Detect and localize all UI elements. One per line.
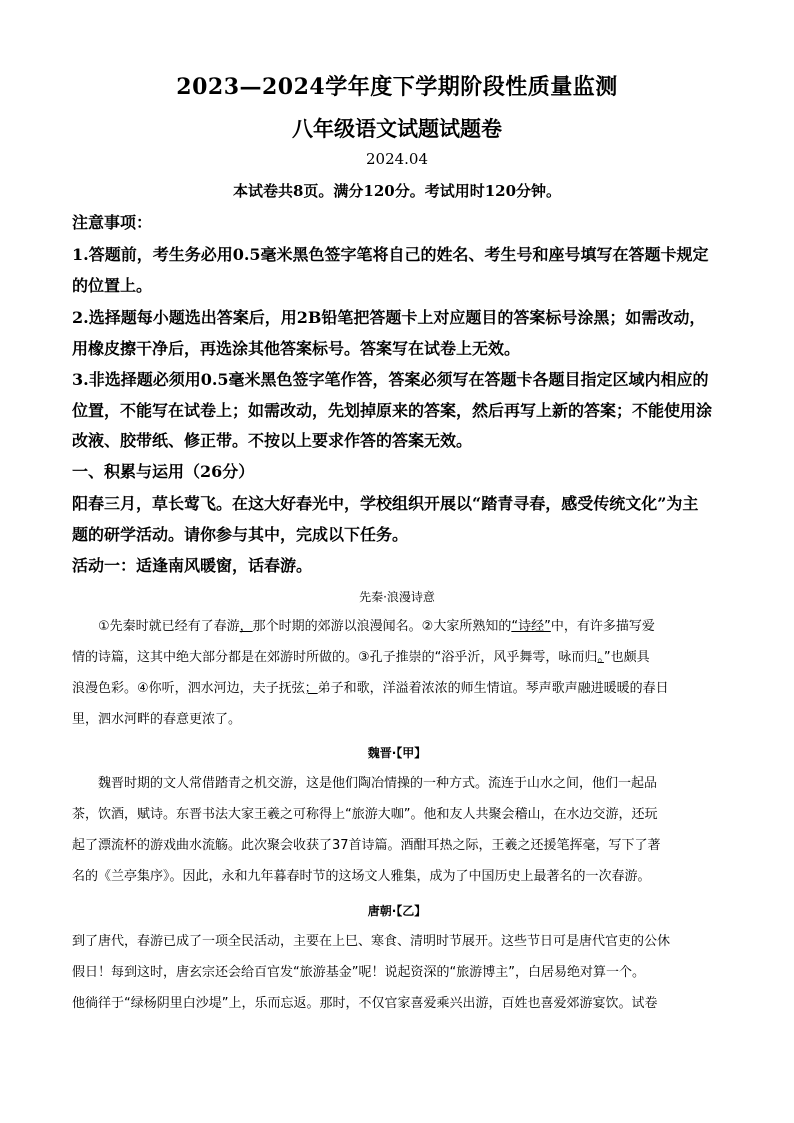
notes-line: 改液、胶带纸、修正带。不按以上要求作答的答案无效。 [72, 431, 473, 450]
passage-line: 名的《兰亭集序》。因此，永和九年暮春时节的这场文人雅集，成为了中国历史上最著名的一次春游。 [72, 869, 651, 884]
exam-date: 2024.04 [365, 150, 429, 168]
exam-intro: 本试卷共8页。满分120分。考试用时120分钟。 [232, 182, 562, 200]
passage-line: 情的诗篇，这其中绝大部分都是在郊游时所做的。③孔子推崇的“浴乎沂，风乎舞雩，咏而归。”也颇具 [72, 650, 650, 665]
notes-line: 1.答题前，考生务必用0.5毫米黑色签字笔将自己的姓名、考生号和座号填写在答题卡规定 [72, 245, 709, 264]
passage-line: 起了漂流杯的游戏曲水流觞。此次聚会收获了37首诗篇。酒酣耳热之际，王羲之还援笔挥毫，写下了著 [72, 838, 661, 853]
passage-line: 浪漫色彩。④你听，泗水河边，夫子抚弦；弟子和歌，洋溢着浓浓的师生情谊。琴声歌声融进暖暖的春日 [72, 681, 669, 696]
notes-line: 位置，不能写在试卷上；如需改动，先划掉原来的答案，然后再写上新的答案；不能使用涂 [72, 401, 713, 420]
notes-line: 3.非选择题必须用0.5毫米黑色签字笔作答，答案必须写在答题卡各题目指定区域内相应的 [72, 370, 709, 389]
activity-one-heading: 活动一：适逢南风暖窗，话春游。 [72, 556, 313, 575]
part1-intro-line: 题的研学活动。请你参与其中，完成以下任务。 [72, 525, 409, 544]
part1-heading: 一、积累与运用（26分） [72, 462, 255, 481]
passage-line: 假日！每到这时，唐玄宗还会给百官发“旅游基金”呢！说起资深的“旅游博主”，白居易绝对算一个。 [72, 965, 645, 980]
passage-line: 茶，饮酒，赋诗。东晋书法大家王羲之可称得上“旅游大咖”。他和友人共聚会稽山，在水边交游，还玩 [72, 807, 658, 822]
section-title-tang: 唐朝·【乙】 [367, 904, 427, 918]
passage-line: 里，泗水河畔的春意更浓了。 [72, 712, 242, 727]
exam-subtitle: 八年级语文试题试题卷 [292, 116, 502, 141]
passage-line: 到了唐代，春游已成了一项全民活动，主要在上巳、寒食、清明时节展开。这些节日可是唐代官吏的公休 [72, 934, 671, 949]
passage-line: 魏晋时期的文人常借踏青之机交游，这是他们陶冶情操的一种方式。流连于山水之间，他们一起品 [98, 776, 658, 791]
passage-line: 他徜徉于“绿杨阴里白沙堤”上，乐而忘返。那时，不仅官家喜爱乘兴出游，百姓也喜爱郊游宴饮。试卷 [72, 996, 658, 1011]
section-title-pre-qin: 先秦·浪漫诗意 [359, 590, 435, 604]
part1-intro-line: 阳春三月，草长莺飞。在这大好春光中，学校组织开展以“踏青寻春，感受传统文化”为主 [72, 494, 699, 513]
exam-title: 2023—2024学年度下学期阶段性质量监测 [176, 74, 618, 100]
notes-heading: 注意事项： [72, 213, 153, 232]
notes-line: 用橡皮擦干净后，再选涂其他答案标号。答案写在试卷上无效。 [72, 339, 521, 358]
notes-line: 的位置上。 [72, 276, 153, 295]
section-title-wei-jin: 魏晋·【甲】 [367, 746, 427, 760]
notes-line: 2.选择题每小题选出答案后，用2B铅笔把答题卡上对应题目的答案标号涂黑；如需改动， [72, 308, 706, 327]
passage-line: ①先秦时就已经有了春游，那个时期的郊游以浪漫闻名。②大家所熟知的“诗经”中，有许多描写爱 [98, 619, 655, 634]
